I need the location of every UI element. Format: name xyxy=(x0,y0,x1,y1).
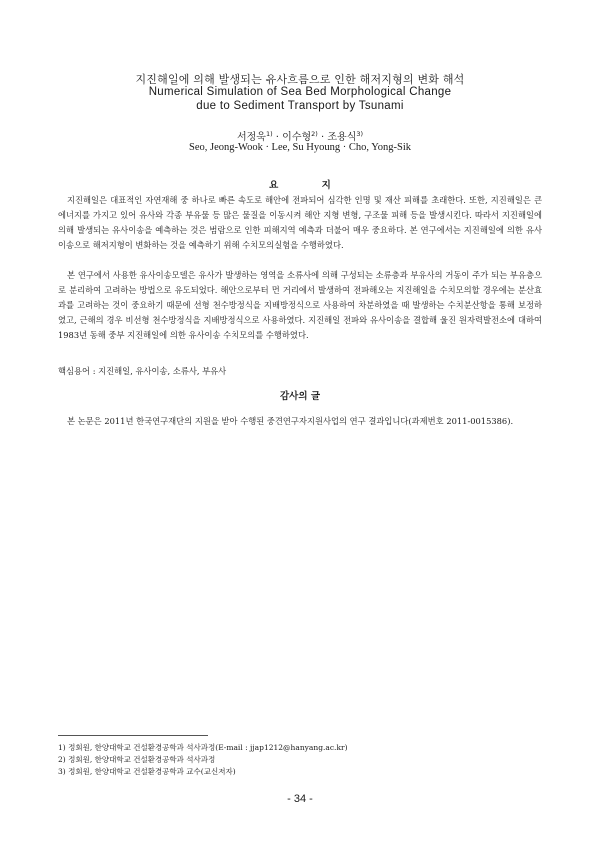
footnotes xyxy=(58,742,542,778)
author-3-name: 조용식 xyxy=(327,132,357,143)
author-separator: · xyxy=(317,132,328,143)
title-english-line1: Numerical Simulation of Sea Bed Morphological Change xyxy=(148,86,452,98)
footnote-2: 2) 정회원, 한양대학교 건설환경공학과 석사과정 xyxy=(58,755,216,764)
footnote-3: 3) 정회원, 한양대학교 건설환경공학과 교수(교신저자) xyxy=(58,767,236,776)
acknowledgement-heading: 감사의 글 xyxy=(279,391,320,402)
keywords: 핵심용어 : 지진해일, 유사이송, 소류사, 부유사 xyxy=(58,366,227,376)
footnote-divider xyxy=(58,735,208,736)
author-2-footnote-mark: 2) xyxy=(311,130,318,138)
title-english-line2: due to Sediment Transport by Tsunami xyxy=(196,100,404,112)
abstract-paragraph-1 xyxy=(58,193,542,253)
author-3-footnote-mark: 3) xyxy=(356,130,364,138)
acknowledgement-text xyxy=(58,414,542,429)
abstract-paragraph-2 xyxy=(58,268,542,343)
abstract-heading: 요 지 xyxy=(269,180,351,191)
abstract-paragraph-1-text: 지진해일은 대표적인 자연재해 중 하나로 빠른 속도로 해안에 전파되어 심각한 인명 및 재산 피해를 초래한다. 또한, 지진해일은 큰 에너지를 가지고 있어 유사와 각종 부유물 등 많은 물질을 이동시켜 해안 지형 변형, 구조물 피해 등을 발생시킨다. 따라서 지진해일에 의해 발생되는 유사이송을 예측하는 것은 범람으로 인한 피해지역 예측과 더불어 매우 중요하다. 본 연구에서는 지진해일에 의한 유사이송으로 해저지형이 변화하는 것을 예측하기 위해 수치모의실험을 수행하였다. xyxy=(58,195,542,250)
authors-korean xyxy=(0,128,600,143)
footnote-1: 1) 정회원, 한양대학교 건설환경공학과 석사과정(E-mail : jjap1212@hanyang.ac.kr) xyxy=(58,743,348,752)
abstract-paragraph-2-text: 본 연구에서 사용한 유사이송모델은 유사가 발생하는 영역을 소류사에 의해 구성되는 소류층과 부유사의 거동이 주가 되는 부유층으로 분리하여 고려하는 방법으로 유도되었다. 해안으로부터 먼 거리에서 발생하여 전파해오는 지진해일을 수치모의할 경우에는 분산효과를 고려하는 것이 중요하기 때문에 선형 천수방정식을 지배방정식으로 사용하여 차분하였을 때 발생하는 수치분산항을 통해 보정하였고, 근해의 경우 비선형 천수방정식을 지배방정식으로 사용하였다. 지진해일 전파와 유사이송을 결합해 울진 원자력발전소에 대하여 1983년 동해 중부 지진해일에 의한 유사이송 수치모의를 수행하였다. xyxy=(58,270,542,340)
title-korean: 지진해일에 의해 발생되는 유사흐름으로 인한 해저지형의 변화 해석 xyxy=(135,73,465,86)
author-1-footnote-mark: 1) xyxy=(265,130,273,138)
page-number: - 34 - xyxy=(287,793,313,805)
author-2-name: 이수형 xyxy=(282,132,312,143)
authors-english: Seo, Jeong-Wook · Lee, Su Hyoung · Cho, Yong-Sik xyxy=(189,142,411,153)
author-separator: · xyxy=(272,132,283,143)
author-1-name: 서정욱 xyxy=(236,132,266,143)
acknowledgement-text-content: 본 논문은 2011년 한국연구재단의 지원을 받아 수행된 중견연구자지원사업의 연구 결과입니다(과제번호 2011-0015386). xyxy=(67,416,514,426)
